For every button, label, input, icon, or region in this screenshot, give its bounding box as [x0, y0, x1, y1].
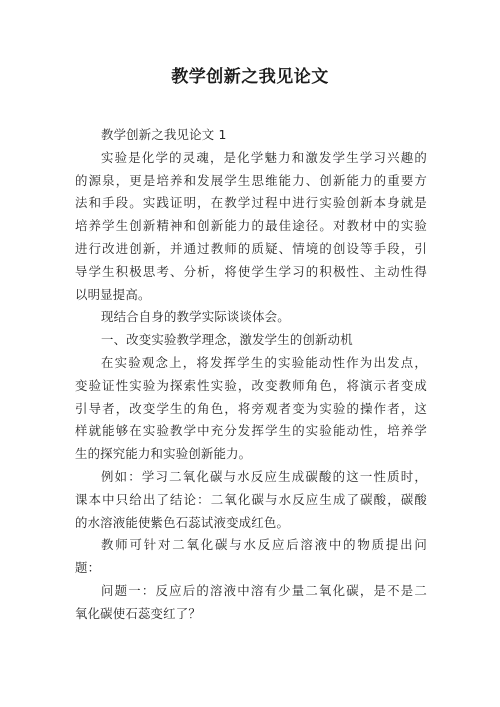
- paragraph-line: 现结合自身的教学实际谈谈体会。: [101, 309, 290, 325]
- document-body: [75, 124, 427, 626]
- paragraph-line: 课本中只给出了结论：二氧化碳与水反应生成了碳酸，碳酸: [75, 491, 427, 507]
- paragraph-line: 引导者，改变学生的角色，将旁观者变为实验的操作者，这: [75, 400, 427, 416]
- paragraph-line: 的水溶液能使紫色石蕊试液变成红色。: [75, 514, 290, 530]
- paragraph-line: 法和手段。实践证明，在教学过程中进行实验创新本身就是: [75, 195, 427, 211]
- document-title: 教学创新之我见论文: [171, 67, 329, 87]
- paragraph-line: 例如：学习二氧化碳与水反应生成碳酸的这一性质时，: [101, 468, 427, 484]
- paragraph-line: 进行改进创新，并通过教师的质疑、情境的创设等手段，引: [75, 240, 427, 256]
- paragraph-line: 培养学生创新精神和创新能力的最佳途径。对教材中的实验: [75, 218, 427, 234]
- paragraph-line: 氧化碳使石蕊变红了？: [75, 605, 201, 621]
- paragraph-line: 变验证性实验为探索性实验，改变教师角色，将演示者变成: [75, 377, 427, 393]
- paragraph-line: 的源泉，更是培养和发展学生思维能力、创新能力的重要方: [75, 172, 427, 188]
- paragraph-line: 在实验观念上，将发挥学生的实验能动性作为出发点，: [101, 354, 427, 370]
- paragraph-line: 生的探究能力和实验创新能力。: [75, 446, 252, 462]
- paragraph-line: 实验是化学的灵魂，是化学魅力和激发学生学习兴趣的: [101, 149, 427, 165]
- paragraph-line: 教师可针对二氧化碳与水反应后溶液中的物质提出问: [101, 537, 427, 553]
- paragraph-line: 题：: [75, 560, 101, 576]
- paragraph-line: 以明显提高。: [75, 286, 151, 302]
- paragraph-line: 样就能够在实验教学中充分发挥学生的实验能动性，培养学: [75, 423, 427, 439]
- paragraph-line: 问题一：反应后的溶液中溶有少量二氧化碳，是不是二: [101, 582, 427, 598]
- section-heading: 教学创新之我见论文 1: [101, 127, 227, 142]
- paragraph-line: 导学生积极思考、分析，将使学生学习的积极性、主动性得: [75, 263, 427, 279]
- subsection-heading: 一、改变实验教学理念，激发学生的创新动机: [101, 332, 353, 348]
